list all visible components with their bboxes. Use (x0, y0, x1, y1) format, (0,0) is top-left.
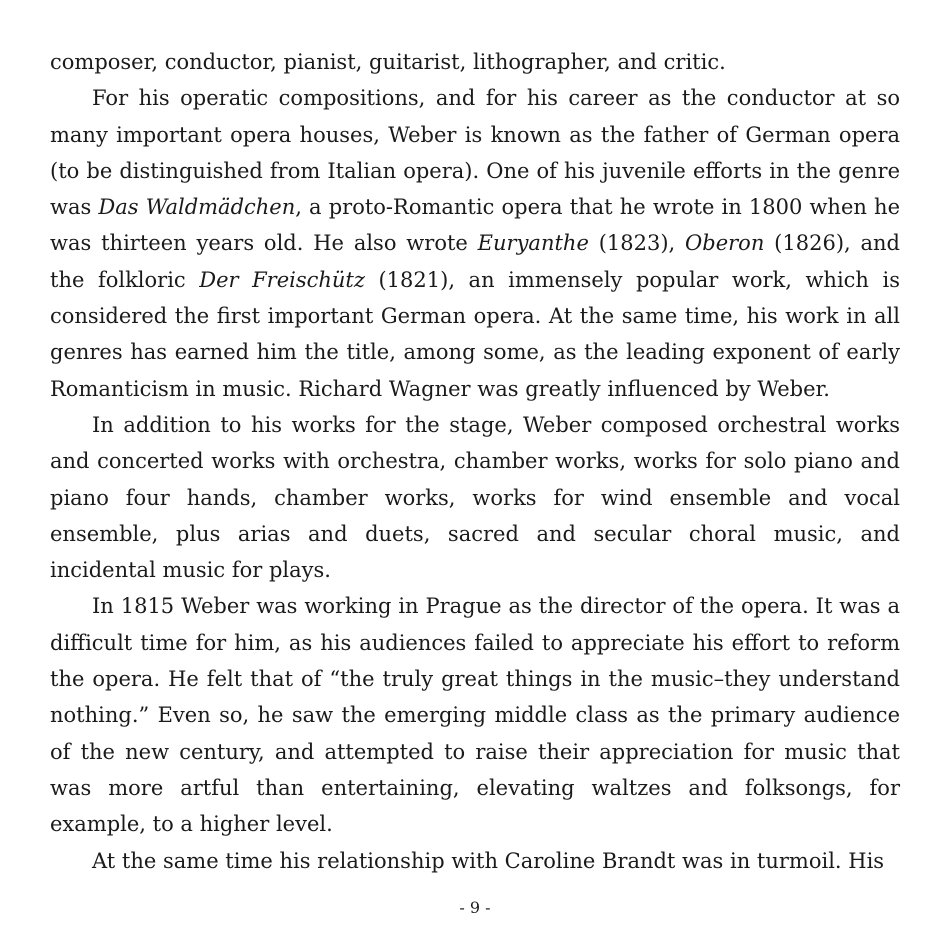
page-number: - 9 - (459, 898, 491, 917)
paragraph-5-text: At the same time his relationship with Caroline Brandt was in turmoil. His (92, 848, 885, 873)
paragraph-5 (50, 843, 900, 879)
paragraph-2-text-5: (1821), an immensely popular work, which is considered the first important German opera. At the same time, his work in all genres has earned him the title, among some, as the leading exponent of early Romanticism in music. Richard Wagner was greatly influenced by Weber. (50, 267, 900, 401)
paragraph-2-text-1: For his operatic compositions, and for his career as the conductor at so many important opera houses, Weber is known as the father of German opera (to be distinguished from Italian opera). One of his juvenile efforts in the genre was (50, 86, 900, 220)
paragraph-1 (50, 44, 900, 80)
paragraph-2-text-4: (1826), and the folkloric (50, 231, 901, 292)
title-das-waldmadchen: Das Waldmädchen (98, 195, 296, 220)
paragraph-2-text-3: (1823), (588, 231, 686, 256)
title-oberon: Oberon (685, 231, 765, 256)
paragraph-3-text: In addition to his works for the stage, Weber composed orchestral works and concerted works with orchestra, chamber works, works for solo piano and piano four hands, chamber works, works for wind ensemble and vocal ensemble, plus arias and duets, sacred and secular choral music, and incidental music for plays. (50, 412, 900, 583)
paragraph-3 (50, 407, 900, 588)
title-der-freischutz: Der Freischütz (199, 267, 365, 292)
title-euryanthe: Euryanthe (477, 231, 589, 256)
paragraph-2 (50, 80, 900, 407)
paragraph-2-text-2: , a proto-Romantic opera that he wrote in 1800 when he was thirteen years old. He also wrote (50, 195, 900, 256)
paragraph-4-text: In 1815 Weber was working in Prague as the director of the opera. It was a difficult time for him, as his audiences failed to appreciate his effort to reform the opera. He felt that of “the truly great things in the music–they understand nothing.” Even so, he saw the emerging middle class as the primary audience of the new century, and attempted to raise their appreciation for music that was more artful than entertaining, elevating waltzes and folksongs, for example, to a higher level. (50, 594, 900, 837)
paragraph-1-text: composer, conductor, pianist, guitarist, lithographer, and critic. (50, 50, 726, 74)
page-body (50, 44, 900, 879)
paragraph-4 (50, 588, 900, 842)
